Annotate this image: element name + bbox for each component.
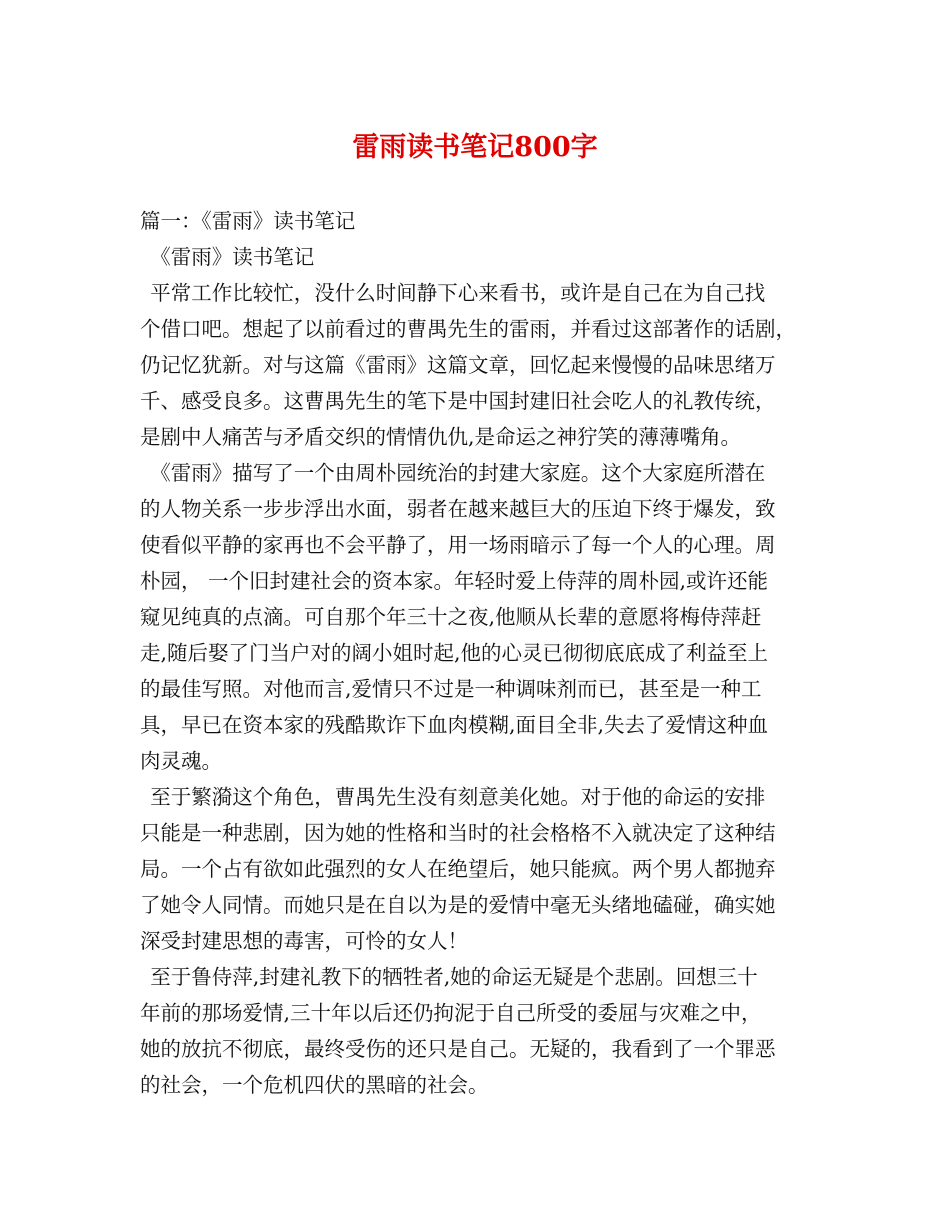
- paragraph-line: 年前的那场爱情,三十年以后还仍拘泥于自己所受的委屈与灾难之中，: [140, 1001, 762, 1025]
- paragraph-line: 千、感受良多。这曹禺先生的笔下是中国封建旧社会吃人的礼教传统，: [140, 389, 776, 413]
- paragraph-line: 深受封建思想的毒害，可怜的女人！: [140, 929, 468, 953]
- paragraph-line: 具，早已在资本家的残酷欺诈下血肉模糊,面目全非,失去了爱情这种血: [140, 713, 769, 737]
- paragraph-line: 《雷雨》描写了一个由周朴园统治的封建大家庭。这个大家庭所潜在: [150, 461, 766, 485]
- section-heading: 篇一：《雷雨》读书笔记: [140, 209, 356, 233]
- paragraph-line: 了她令人同情。而她只是在自以为是的爱情中毫无头绪地磕碰，确实她: [140, 893, 776, 917]
- paragraph-line: 个借口吧。想起了以前看过的曹禺先生的雷雨，并看过这部著作的话剧，: [140, 317, 796, 341]
- paragraph-line: 至于鲁侍萍,封建礼教下的牺牲者,她的命运无疑是个悲剧。回想三十: [150, 965, 758, 989]
- document-body: [140, 203, 816, 1103]
- paragraph-line: 肉灵魂。: [140, 749, 222, 773]
- paragraph-line: 只能是一种悲剧，因为她的性格和当时的社会格格不入就决定了这种结: [140, 821, 776, 845]
- paragraph-line: 平常工作比较忙，没什么时间静下心来看书，或许是自己在为自己找: [150, 281, 766, 305]
- paragraph-line: 的社会，一个危机四伏的黑暗的社会。: [140, 1073, 489, 1097]
- paragraph-line: 仍记忆犹新。对与这篇《雷雨》这篇文章，回忆起来慢慢的品味思绪万: [140, 353, 776, 377]
- paragraph-line: 使看似平静的家再也不会平静了，用一场雨暗示了每一个人的心理。周: [140, 533, 776, 557]
- paragraph-line: 的人物关系一步步浮出水面，弱者在越来越巨大的压迫下终于爆发，致: [140, 497, 776, 521]
- paragraph-line: 是剧中人痛苦与矛盾交织的情情仇仇,是命运之神狞笑的薄薄嘴角。: [140, 425, 742, 449]
- paragraph-line: 局。一个占有欲如此强烈的女人在绝望后，她只能疯。两个男人都抛弃: [140, 857, 776, 881]
- document-title: 雷雨读书笔记800字: [352, 132, 598, 163]
- paragraph-line: 走,随后娶了门当户对的阔小姐时起,他的心灵已彻彻底底成了利益至上: [140, 641, 769, 665]
- paragraph-line: 至于繁漪这个角色，曹禺先生没有刻意美化她。对于他的命运的安排: [150, 785, 766, 809]
- paragraph-line: 的最佳写照。对他而言,爱情只不过是一种调味剂而已，甚至是一种工: [140, 677, 762, 701]
- paragraph-line: 窥见纯真的点滴。可自那个年三十之夜,他顺从长辈的意愿将梅侍萍赶: [140, 605, 762, 629]
- paragraph-line: 朴园， 一个旧封建社会的资本家。年轻时爱上侍萍的周朴园,或许还能: [140, 569, 769, 593]
- sub-heading: 《雷雨》读书笔记: [150, 245, 315, 269]
- paragraph-line: 她的放抗不彻底，最终受伤的还只是自己。无疑的，我看到了一个罪恶: [140, 1037, 776, 1061]
